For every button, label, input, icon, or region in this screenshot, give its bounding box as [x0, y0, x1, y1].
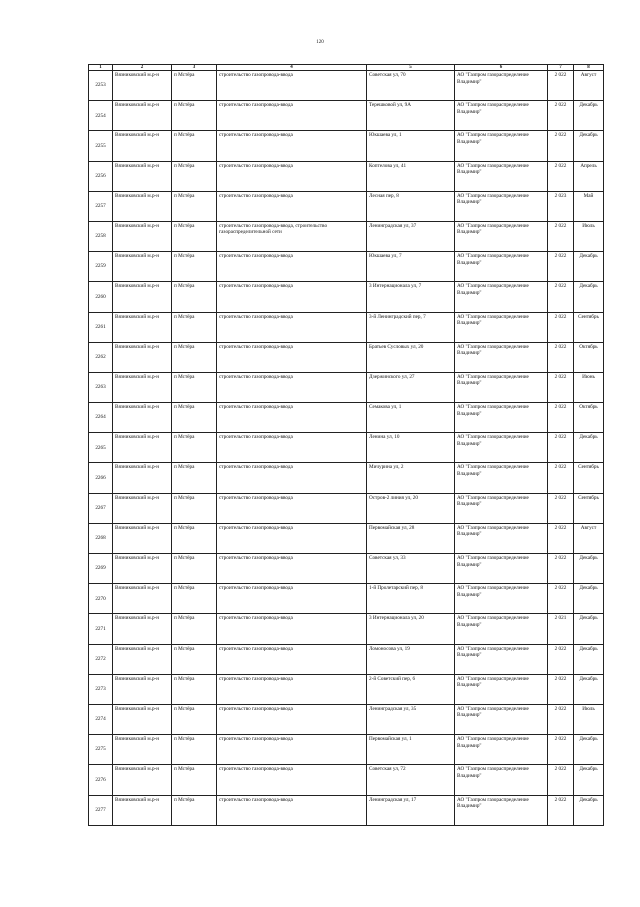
year-cell: 2 022	[548, 372, 574, 402]
table-row	[89, 493, 604, 523]
work-type-cell: строительство газопровода-ввода	[217, 342, 367, 372]
year-cell: 2 022	[548, 674, 574, 704]
address-cell: 3 Интернационала ул, 20	[367, 614, 455, 644]
month-cell: Декабрь	[574, 252, 604, 282]
address-cell: Остров-2 линия ул, 20	[367, 493, 455, 523]
settlement-cell: п Мстёра	[172, 795, 217, 825]
month-cell: Декабрь	[574, 101, 604, 131]
year-cell: 2 022	[548, 584, 574, 614]
district-cell: Вязниковский м.р-н	[113, 161, 172, 191]
year-cell: 2 022	[548, 252, 574, 282]
settlement-cell: п Мстёра	[172, 704, 217, 734]
column-header: 7	[548, 65, 574, 71]
address-cell: 2-й Советский пер, 6	[367, 674, 455, 704]
month-cell: Июнь	[574, 372, 604, 402]
table-row	[89, 312, 604, 342]
district-cell: Вязниковский м.р-н	[113, 795, 172, 825]
work-type-cell: строительство газопровода-ввода	[217, 554, 367, 584]
month-cell: Сентябрь	[574, 312, 604, 342]
district-cell: Вязниковский м.р-н	[113, 372, 172, 402]
work-type-cell: строительство газопровода-ввода	[217, 161, 367, 191]
row-number-cell: 2259	[89, 252, 113, 282]
year-cell: 2 023	[548, 191, 574, 221]
column-header: 1	[89, 65, 113, 71]
row-number-cell: 2268	[89, 523, 113, 553]
column-header: 8	[574, 65, 604, 71]
row-number-cell: 2271	[89, 614, 113, 644]
year-cell: 2 022	[548, 282, 574, 312]
address-cell: Дзержинского ул, 27	[367, 372, 455, 402]
month-cell: Декабрь	[574, 131, 604, 161]
organization-cell: АО "Газпром газораспределение Владимир"	[455, 704, 548, 734]
month-cell: Май	[574, 191, 604, 221]
district-cell: Вязниковский м.р-н	[113, 433, 172, 463]
month-cell: Октябрь	[574, 403, 604, 433]
district-cell: Вязниковский м.р-н	[113, 221, 172, 251]
organization-cell: АО "Газпром газораспределение Владимир"	[455, 282, 548, 312]
year-cell: 2 022	[548, 765, 574, 795]
table-row	[89, 704, 604, 734]
row-number-cell: 2277	[89, 795, 113, 825]
settlement-cell: п Мстёра	[172, 523, 217, 553]
table-row	[89, 342, 604, 372]
address-cell: 1-й Пролетарский пер, 8	[367, 584, 455, 614]
table-row	[89, 584, 604, 614]
district-cell: Вязниковский м.р-н	[113, 493, 172, 523]
work-type-cell: строительство газопровода-ввода	[217, 282, 367, 312]
settlement-cell: п Мстёра	[172, 463, 217, 493]
organization-cell: АО "Газпром газораспределение Владимир"	[455, 161, 548, 191]
settlement-cell: п Мстёра	[172, 101, 217, 131]
table-row	[89, 644, 604, 674]
address-cell: Терешковой ул, 9А	[367, 101, 455, 131]
table-row	[89, 765, 604, 795]
table-row	[89, 131, 604, 161]
settlement-cell: п Мстёра	[172, 554, 217, 584]
row-number-cell: 2260	[89, 282, 113, 312]
table-row	[89, 433, 604, 463]
page-number: 120	[316, 40, 324, 45]
organization-cell: АО "Газпром газораспределение Владимир"	[455, 765, 548, 795]
year-cell: 2 022	[548, 735, 574, 765]
settlement-cell: п Мстёра	[172, 71, 217, 101]
year-cell: 2 022	[548, 554, 574, 584]
address-cell: Семакова ул, 1	[367, 403, 455, 433]
address-cell: Ломоносова ул, 19	[367, 644, 455, 674]
column-header: 5	[367, 65, 455, 71]
organization-cell: АО "Газпром газораспределение Владимир"	[455, 644, 548, 674]
row-number-cell: 2254	[89, 101, 113, 131]
district-cell: Вязниковский м.р-н	[113, 403, 172, 433]
row-number-cell: 2275	[89, 735, 113, 765]
row-number-cell: 2267	[89, 493, 113, 523]
month-cell: Апрель	[574, 161, 604, 191]
district-cell: Вязниковский м.р-н	[113, 131, 172, 161]
row-number-cell: 2261	[89, 312, 113, 342]
year-cell: 2 022	[548, 131, 574, 161]
year-cell: 2 022	[548, 71, 574, 101]
address-cell: Ленинградская ул, 37	[367, 221, 455, 251]
work-type-cell: строительство газопровода-ввода	[217, 131, 367, 161]
table-row	[89, 252, 604, 282]
district-cell: Вязниковский м.р-н	[113, 342, 172, 372]
district-cell: Вязниковский м.р-н	[113, 252, 172, 282]
address-cell: Ленина ул, 10	[367, 433, 455, 463]
organization-cell: АО "Газпром газораспределение Владимир"	[455, 674, 548, 704]
work-type-cell: строительство газопровода-ввода	[217, 312, 367, 342]
year-cell: 2 022	[548, 795, 574, 825]
work-type-cell: строительство газопровода-ввода	[217, 644, 367, 674]
month-cell: Декабрь	[574, 554, 604, 584]
address-cell: Первомайская ул, 1	[367, 735, 455, 765]
row-number-cell: 2256	[89, 161, 113, 191]
month-cell: Сентябрь	[574, 493, 604, 523]
settlement-cell: п Мстёра	[172, 221, 217, 251]
settlement-cell: п Мстёра	[172, 584, 217, 614]
year-cell: 2 022	[548, 704, 574, 734]
work-type-cell: строительство газопровода-ввода	[217, 584, 367, 614]
address-cell: 3 Интернационала ул, 7	[367, 282, 455, 312]
district-cell: Вязниковский м.р-н	[113, 71, 172, 101]
settlement-cell: п Мстёра	[172, 735, 217, 765]
row-number-cell: 2274	[89, 704, 113, 734]
month-cell: Октябрь	[574, 342, 604, 372]
work-type-cell: строительство газопровода-ввода	[217, 523, 367, 553]
address-cell: Ленинградская ул, 35	[367, 704, 455, 734]
month-cell: Декабрь	[574, 433, 604, 463]
address-cell: Мичурина ул, 2	[367, 463, 455, 493]
table-row	[89, 523, 604, 553]
organization-cell: АО "Газпром газораспределение Владимир"	[455, 403, 548, 433]
settlement-cell: п Мстёра	[172, 252, 217, 282]
row-number-cell: 2263	[89, 372, 113, 402]
organization-cell: АО "Газпром газораспределение Владимир"	[455, 71, 548, 101]
row-number-cell: 2255	[89, 131, 113, 161]
settlement-cell: п Мстёра	[172, 433, 217, 463]
address-cell: Юкшаева ул, 1	[367, 131, 455, 161]
month-cell: Август	[574, 523, 604, 553]
work-type-cell: строительство газопровода-ввода	[217, 101, 367, 131]
column-header: 3	[172, 65, 217, 71]
month-cell: Август	[574, 71, 604, 101]
table-row	[89, 795, 604, 825]
row-number-cell: 2273	[89, 674, 113, 704]
row-number-cell: 2266	[89, 463, 113, 493]
row-number-cell: 2258	[89, 221, 113, 251]
month-cell: Декабрь	[574, 765, 604, 795]
month-cell: Декабрь	[574, 735, 604, 765]
work-type-cell: строительство газопровода-ввода	[217, 704, 367, 734]
month-cell: Декабрь	[574, 674, 604, 704]
table-row	[89, 221, 604, 251]
year-cell: 2 022	[548, 403, 574, 433]
table-row	[89, 554, 604, 584]
column-header: 2	[113, 65, 172, 71]
work-type-cell: строительство газопровода-ввода	[217, 735, 367, 765]
settlement-cell: п Мстёра	[172, 765, 217, 795]
work-type-cell: строительство газопровода-ввода	[217, 433, 367, 463]
organization-cell: АО "Газпром газораспределение Владимир"	[455, 584, 548, 614]
table-row	[89, 71, 604, 101]
year-cell: 2 022	[548, 312, 574, 342]
month-cell: Декабрь	[574, 614, 604, 644]
district-cell: Вязниковский м.р-н	[113, 765, 172, 795]
work-type-cell: строительство газопровода-ввода	[217, 765, 367, 795]
address-cell: Первомайская ул, 28	[367, 523, 455, 553]
organization-cell: АО "Газпром газораспределение Владимир"	[455, 795, 548, 825]
work-type-cell: строительство газопровода-ввода	[217, 493, 367, 523]
year-cell: 2 022	[548, 342, 574, 372]
district-cell: Вязниковский м.р-н	[113, 644, 172, 674]
organization-cell: АО "Газпром газораспределение Владимир"	[455, 131, 548, 161]
table-row	[89, 674, 604, 704]
district-cell: Вязниковский м.р-н	[113, 554, 172, 584]
district-cell: Вязниковский м.р-н	[113, 101, 172, 131]
settlement-cell: п Мстёра	[172, 674, 217, 704]
address-cell: Коптелова ул, 41	[367, 161, 455, 191]
year-cell: 2 022	[548, 221, 574, 251]
year-cell: 2 022	[548, 101, 574, 131]
organization-cell: АО "Газпром газораспределение Владимир"	[455, 523, 548, 553]
table-row	[89, 463, 604, 493]
organization-cell: АО "Газпром газораспределение Владимир"	[455, 342, 548, 372]
row-number-cell: 2257	[89, 191, 113, 221]
month-cell: Июль	[574, 221, 604, 251]
organization-cell: АО "Газпром газораспределение Владимир"	[455, 101, 548, 131]
work-type-cell: строительство газопровода-ввода	[217, 463, 367, 493]
address-cell: Советская ул, 72	[367, 765, 455, 795]
address-cell: Советская ул, 70	[367, 71, 455, 101]
year-cell: 2 022	[548, 433, 574, 463]
organization-cell: АО "Газпром газораспределение Владимир"	[455, 372, 548, 402]
organization-cell: АО "Газпром газораспределение Владимир"	[455, 433, 548, 463]
month-cell: Сентябрь	[574, 463, 604, 493]
address-cell: 3-й Ленинградский пер, 7	[367, 312, 455, 342]
address-cell: Советская ул, 33	[367, 554, 455, 584]
district-cell: Вязниковский м.р-н	[113, 282, 172, 312]
year-cell: 2 022	[548, 161, 574, 191]
row-number-cell: 2253	[89, 71, 113, 101]
row-number-cell: 2276	[89, 765, 113, 795]
settlement-cell: п Мстёра	[172, 493, 217, 523]
settlement-cell: п Мстёра	[172, 614, 217, 644]
organization-cell: АО "Газпром газораспределение Владимир"	[455, 221, 548, 251]
settlement-cell: п Мстёра	[172, 161, 217, 191]
row-number-cell: 2269	[89, 554, 113, 584]
work-type-cell: строительство газопровода-ввода	[217, 795, 367, 825]
table-row	[89, 101, 604, 131]
address-cell: Юкшаева ул, 7	[367, 252, 455, 282]
work-type-cell: строительство газопровода-ввода	[217, 71, 367, 101]
table-row	[89, 403, 604, 433]
row-number-cell: 2262	[89, 342, 113, 372]
month-cell: Декабрь	[574, 644, 604, 674]
organization-cell: АО "Газпром газораспределение Владимир"	[455, 191, 548, 221]
district-cell: Вязниковский м.р-н	[113, 191, 172, 221]
table-row	[89, 191, 604, 221]
work-type-cell: строительство газопровода-ввода	[217, 674, 367, 704]
organization-cell: АО "Газпром газораспределение Владимир"	[455, 554, 548, 584]
organization-cell: АО "Газпром газораспределение Владимир"	[455, 312, 548, 342]
settlement-cell: п Мстёра	[172, 644, 217, 674]
settlement-cell: п Мстёра	[172, 131, 217, 161]
settlement-cell: п Мстёра	[172, 282, 217, 312]
work-type-cell: строительство газопровода-ввода	[217, 252, 367, 282]
district-cell: Вязниковский м.р-н	[113, 523, 172, 553]
table-row	[89, 735, 604, 765]
gas-pipeline-table	[88, 64, 604, 826]
district-cell: Вязниковский м.р-н	[113, 463, 172, 493]
settlement-cell: п Мстёра	[172, 403, 217, 433]
settlement-cell: п Мстёра	[172, 342, 217, 372]
address-cell: Братьев Сусловых ул, 20	[367, 342, 455, 372]
district-cell: Вязниковский м.р-н	[113, 584, 172, 614]
organization-cell: АО "Газпром газораспределение Владимир"	[455, 252, 548, 282]
month-cell: Декабрь	[574, 282, 604, 312]
organization-cell: АО "Газпром газораспределение Владимир"	[455, 614, 548, 644]
table-row	[89, 282, 604, 312]
address-cell: Лесная пер, 8	[367, 191, 455, 221]
month-cell: Декабрь	[574, 584, 604, 614]
year-cell: 2 021	[548, 614, 574, 644]
month-cell: Декабрь	[574, 795, 604, 825]
work-type-cell: строительство газопровода-ввода	[217, 191, 367, 221]
work-type-cell: строительство газопровода-ввода, строительство газораспределительной сети	[217, 221, 367, 251]
table-row	[89, 161, 604, 191]
district-cell: Вязниковский м.р-н	[113, 735, 172, 765]
district-cell: Вязниковский м.р-н	[113, 614, 172, 644]
month-cell: Июль	[574, 704, 604, 734]
row-number-cell: 2265	[89, 433, 113, 463]
work-type-cell: строительство газопровода-ввода	[217, 372, 367, 402]
district-cell: Вязниковский м.р-н	[113, 312, 172, 342]
organization-cell: АО "Газпром газораспределение Владимир"	[455, 463, 548, 493]
year-cell: 2 022	[548, 523, 574, 553]
row-number-cell: 2272	[89, 644, 113, 674]
settlement-cell: п Мстёра	[172, 372, 217, 402]
row-number-cell: 2270	[89, 584, 113, 614]
address-cell: Ленинградская ул, 17	[367, 795, 455, 825]
organization-cell: АО "Газпром газораспределение Владимир"	[455, 735, 548, 765]
year-cell: 2 022	[548, 493, 574, 523]
work-type-cell: строительство газопровода-ввода	[217, 403, 367, 433]
district-cell: Вязниковский м.р-н	[113, 674, 172, 704]
organization-cell: АО "Газпром газораспределение Владимир"	[455, 493, 548, 523]
year-cell: 2 022	[548, 644, 574, 674]
table-row	[89, 372, 604, 402]
column-header: 6	[455, 65, 548, 71]
settlement-cell: п Мстёра	[172, 191, 217, 221]
column-header: 4	[217, 65, 367, 71]
table-row	[89, 614, 604, 644]
settlement-cell: п Мстёра	[172, 312, 217, 342]
district-cell: Вязниковский м.р-н	[113, 704, 172, 734]
year-cell: 2 022	[548, 463, 574, 493]
work-type-cell: строительство газопровода-ввода	[217, 614, 367, 644]
row-number-cell: 2264	[89, 403, 113, 433]
